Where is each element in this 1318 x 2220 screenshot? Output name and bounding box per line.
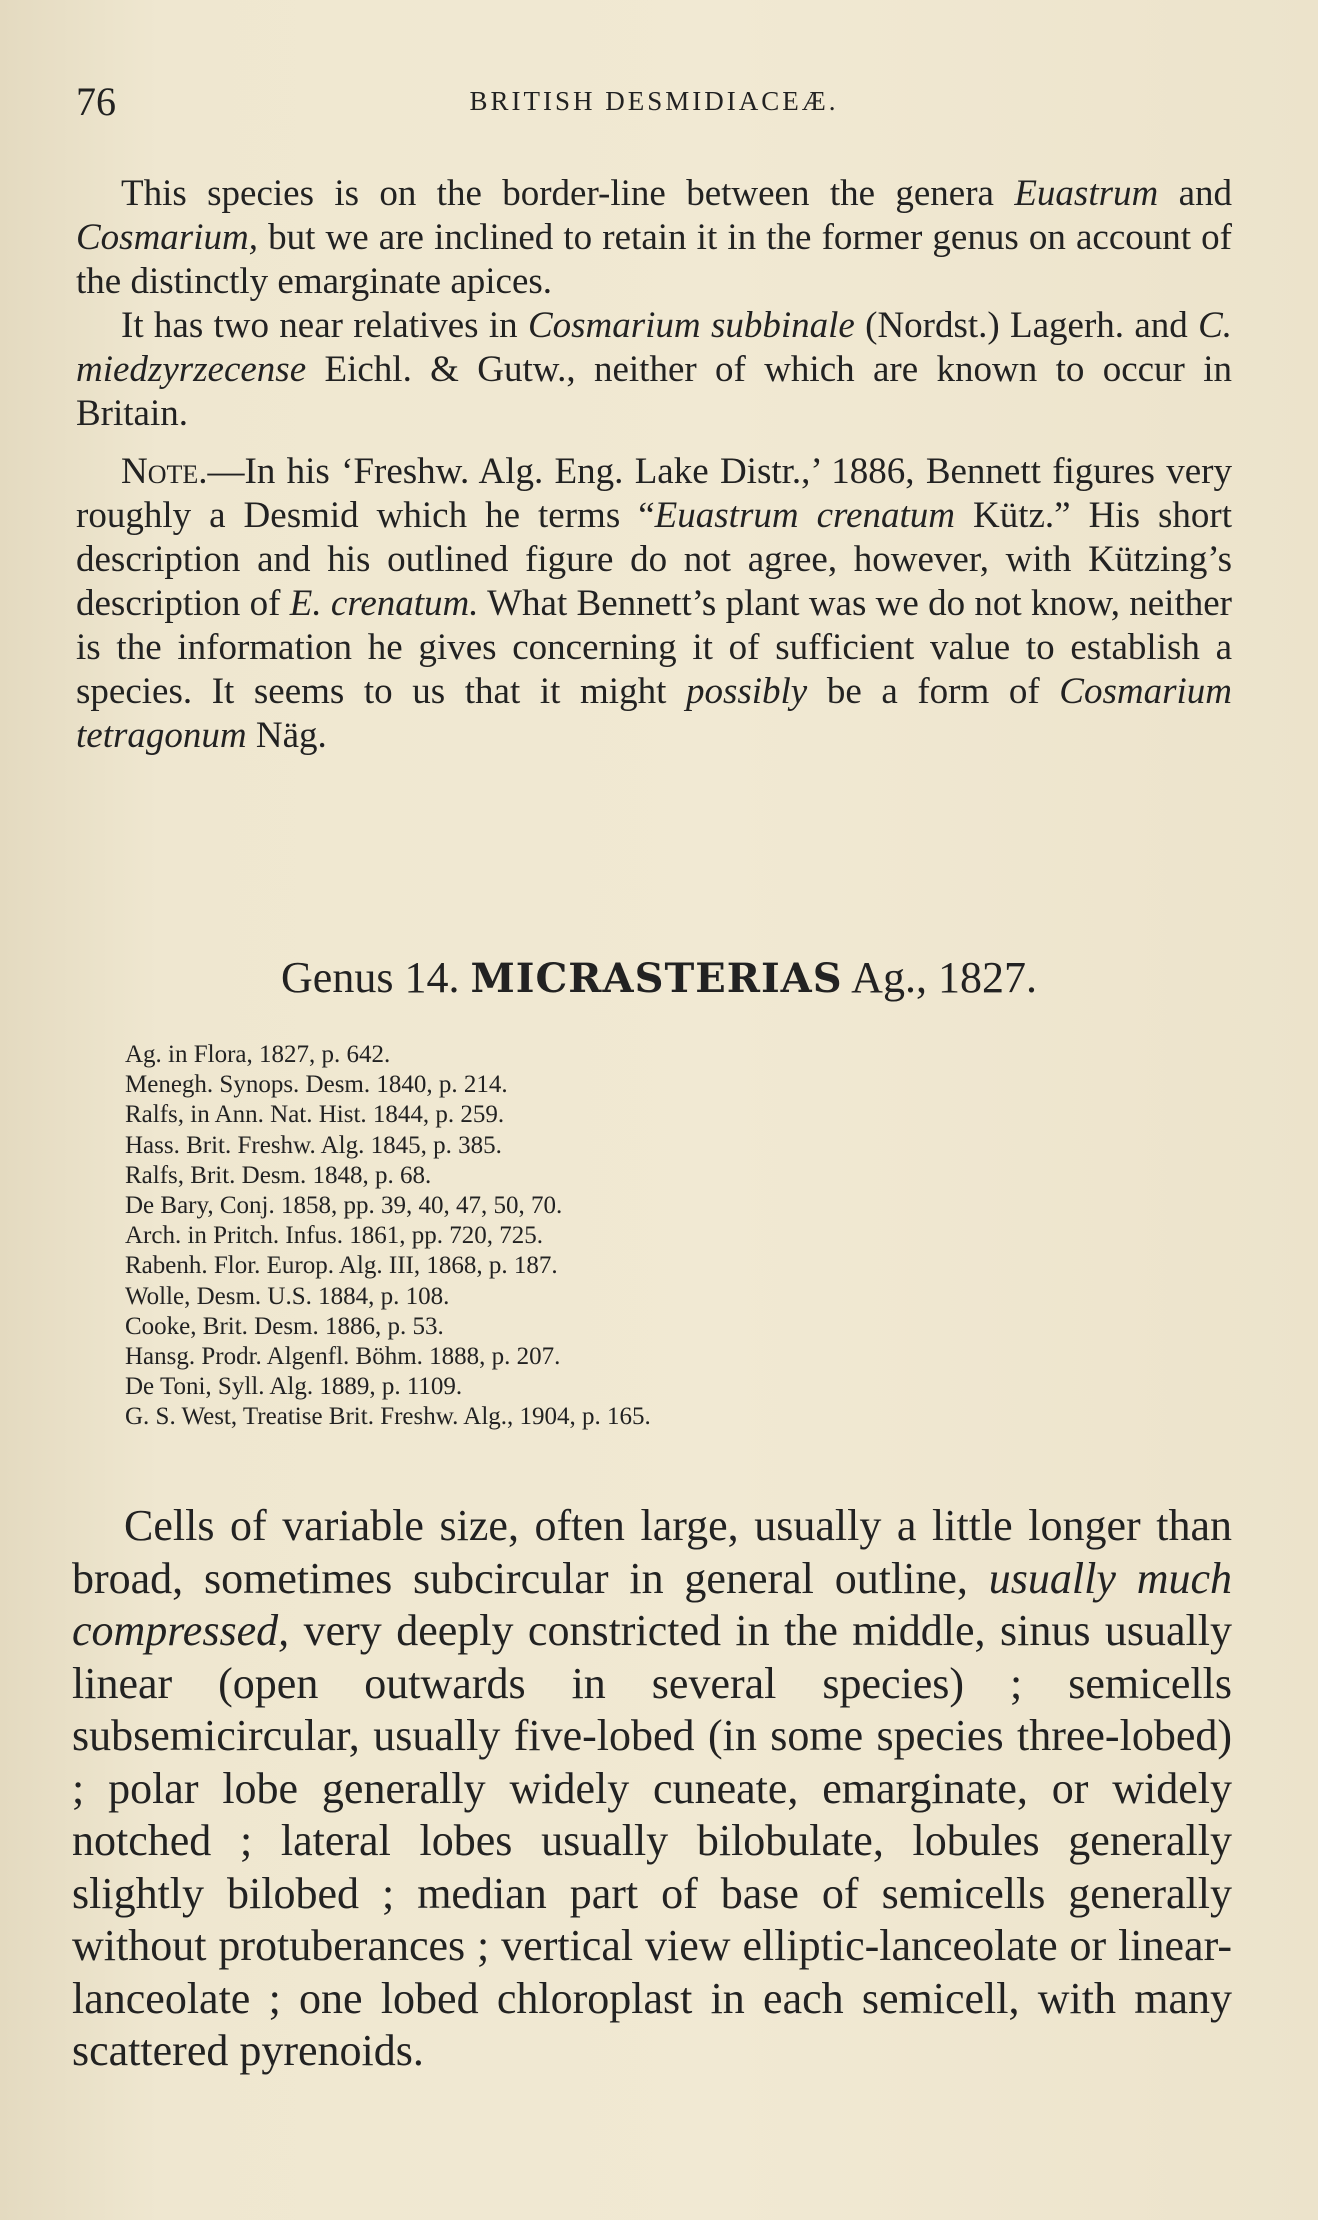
reference-line: Wolle, Desm. U.S. 1884, p. 108.	[125, 1282, 450, 1310]
paragraph-border-line: This species is on the border-line between the genera Euastrum and Cosmarium, but we are inclined to retain it in the former genus on account of the distinctly emarginate apices.	[76, 173, 1232, 302]
reference-line: De Toni, Syll. Alg. 1889, p. 1109.	[125, 1373, 463, 1401]
reference-line: Cooke, Brit. Desm. 1886, p. 53.	[125, 1312, 444, 1340]
reference-line: G. S. West, Treatise Brit. Freshw. Alg., 1904, p. 165.	[125, 1403, 651, 1431]
running-head: BRITISH DESMIDIACEÆ.	[469, 86, 839, 116]
genus-name: MICRASTERIAS	[470, 955, 843, 1002]
reference-line: Ralfs, in Ann. Nat. Hist. 1844, p. 259.	[125, 1101, 505, 1129]
page-header	[76, 78, 1232, 128]
genus-heading: Genus 14. MICRASTERIAS Ag., 1827.	[281, 953, 1037, 1002]
genus-description: Cells of variable size, often large, usually a little longer than broad, sometimes subcircular in general outline, usually much compressed, very deeply constricted in the middle, sinus usually linear (open outwards in several species) ; semicells subsemicircular, usually five-lobed (in some species three-lobed) ; polar lobe generally widely cuneate, emarginate, or widely notched ; lateral lobes usually bilobulate, lobules generally slightly bilobed ; median part of base of semicells generally without protuberances ; vertical view elliptic-lanceolate or linear-lanceolate ; one lobed chloroplast in each semicell, with many scattered pyrenoids.	[72, 1501, 1233, 2075]
reference-line: Ag. in Flora, 1827, p. 642.	[125, 1041, 391, 1068]
reference-line: Rabenh. Flor. Europ. Alg. III, 1868, p. 187.	[125, 1252, 558, 1280]
reference-line: Arch. in Pritch. Infus. 1861, pp. 720, 725.	[125, 1222, 544, 1250]
note-paragraph: Note.—In his ‘Freshw. Alg. Eng. Lake Distr.,’ 1886, Bennett figures very roughly a Desmid which he terms “Euastrum crenatum Kütz.” His short description and his outlined figure do not agree, however, with Kützing’s description of E. crenatum. What Bennett’s plant was we do not know, neither is the information he gives concerning it of sufficient value to establish a species. It seems to us that it might possibly be a form of Cosmarium tetragonum Näg.	[76, 451, 1232, 756]
note-label: Note	[121, 451, 199, 492]
reference-line: Hass. Brit. Freshw. Alg. 1845, p. 385.	[125, 1131, 502, 1159]
reference-line: Hansg. Prodr. Algenfl. Böhm. 1888, p. 207.	[125, 1343, 561, 1371]
reference-line: Menegh. Synops. Desm. 1840, p. 214.	[125, 1071, 508, 1099]
reference-line: Ralfs, Brit. Desm. 1848, p. 68.	[125, 1161, 432, 1189]
upper-text-block	[76, 172, 1232, 758]
page-number: 76	[76, 79, 116, 124]
paragraph-near-relatives: It has two near relatives in Cosmarium subbinale (Nordst.) Lagerh. and C. miedzyrzecense Eichl. & Gutw., neither of which are known to occur in Britain.	[76, 305, 1232, 434]
reference-list	[125, 1040, 651, 1433]
reference-line: De Bary, Conj. 1858, pp. 39, 40, 47, 50, 70.	[125, 1192, 563, 1220]
